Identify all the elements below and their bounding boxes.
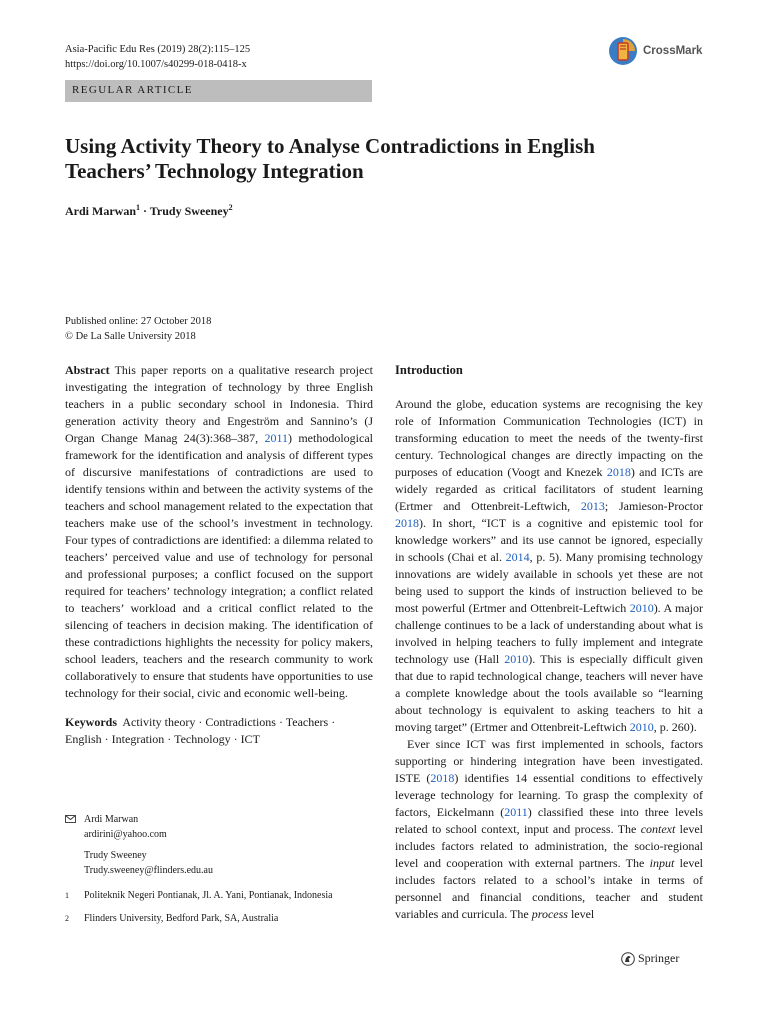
body-text: ). A major challenge continues to be a lack of understanding about what is involved in helping teachers to fully implement and integrate technology use (Hall bbox=[395, 601, 703, 666]
citation-link[interactable]: 2010 bbox=[504, 652, 529, 666]
author1-email[interactable]: ardirini@yahoo.com bbox=[84, 829, 167, 840]
intro-paragraph-2 bbox=[395, 736, 703, 923]
right-column bbox=[395, 362, 703, 923]
doi-link[interactable]: https://doi.org/10.1007/s40299-018-0418-x bbox=[65, 59, 247, 70]
keywords bbox=[65, 714, 373, 748]
author2-name: Trudy Sweeney bbox=[84, 850, 147, 861]
journal-line: Asia-Pacific Edu Res (2019) 28(2):115–125 bbox=[65, 44, 251, 55]
author-separator: · bbox=[140, 204, 150, 218]
affiliation-1: Politeknik Negeri Pontianak, Jl. A. Yani, Pontianak, Indonesia bbox=[84, 890, 333, 901]
published-date: Published online: 27 October 2018 bbox=[65, 316, 212, 327]
article-type-banner bbox=[65, 80, 372, 102]
author-affiliation-mark: 1 bbox=[136, 203, 140, 212]
crossmark-badge[interactable] bbox=[608, 34, 718, 68]
journal-citation bbox=[65, 42, 250, 72]
author-list bbox=[65, 203, 233, 219]
body-text: ; Jamieson-Proctor bbox=[604, 499, 703, 513]
body-text: ) and ICTs are widely regarded as critical facilitators of student learning (Ertmer and Ottenbreit-Leftwich, bbox=[395, 465, 703, 513]
body-text: ). This is especially difficult given that due to rapid technological change, teachers will never have a complete knowledge about the tools available so “learning about technology is equivalent to asking teachers to hit a moving target” (Ertmer and Ottenbreit-Leftwich bbox=[395, 652, 703, 734]
author-affiliation-mark: 2 bbox=[228, 203, 233, 212]
publication-info bbox=[65, 314, 211, 344]
publisher-logo bbox=[621, 951, 679, 966]
left-column bbox=[65, 362, 373, 748]
citation-link[interactable]: 2018 bbox=[606, 465, 631, 479]
body-text: ). In short, “ICT is a cognitive and epistemic tool for knowledge workers” and its use cannot be ignored, especially in schools (Chai et al. bbox=[395, 516, 703, 564]
author2-email[interactable]: Trudy.sweeney@flinders.edu.au bbox=[84, 865, 213, 876]
keywords-label: Keywords bbox=[65, 715, 117, 729]
body-text: level includes factors related to a school’s intake in terms of personnel and financial conditions, teacher and student variables and curricula. The bbox=[395, 856, 703, 921]
affiliation-2: Flinders University, Bedford Park, SA, Australia bbox=[84, 913, 279, 924]
author1-name: Ardi Marwan bbox=[84, 814, 139, 825]
citation-link[interactable]: 2011 bbox=[264, 431, 289, 445]
citation-link[interactable]: 2010 bbox=[629, 601, 654, 615]
springer-horse-icon bbox=[621, 952, 635, 966]
crossmark-label: CrossMark bbox=[643, 45, 703, 57]
citation-link[interactable]: 2010 bbox=[629, 720, 654, 734]
abstract-label: Abstract bbox=[65, 363, 110, 377]
abstract-text: This paper reports on a qualitative research project investigating the integration of technology by three English teachers in a public secondary school in Indonesia. Third generation activity theory and Engeström and Sannino’s (J Organ Change Manag 24(3):368–387, bbox=[65, 363, 373, 445]
keywords-text: Activity theory · Contradictions · Teachers · English · Integration · Technology · ICT bbox=[65, 715, 339, 746]
emphasis-text: process bbox=[531, 907, 568, 921]
abstract-text: ) methodological framework for the identification and analysis of different types of discursive manifestations of contradictions are used to identify tensions within and between the activity systems of the teachers and school management related to the expectation that teachers make use of the school’s investment in technology. Four types of contradictions are identified: a dilemma related to teachers’ perceived value and use of technology for personal and professional purposes; a conflict focused on the support required for teachers’ technology integration; a conflict related to teachers’ workload and a critical conflict related to the silencing of teachers in decision making. The identification of these contradictions highlights the necessity for policy makers, school leaders, teachers and the research community to work collaboratively to ensure that students have opportunities to use technology for their social, civic and economic well-being. bbox=[65, 431, 374, 700]
citation-link[interactable]: 2011 bbox=[504, 805, 528, 819]
publisher-name: Springer bbox=[638, 951, 680, 965]
abstract bbox=[65, 362, 373, 702]
article-type-label: REGULAR ARTICLE bbox=[72, 84, 193, 96]
affiliation-number: 1 bbox=[65, 891, 69, 900]
crossmark-icon bbox=[608, 36, 638, 66]
emphasis-text: input bbox=[649, 856, 675, 870]
body-text: level includes factors related to administration, the socio-regional level and cooperation with external partners. The bbox=[395, 822, 703, 870]
copyright-line: © De La Salle University 2018 bbox=[65, 331, 196, 342]
body-text: ) classified these into three levels related to school context, input and process. The bbox=[395, 805, 703, 836]
emphasis-text: context bbox=[640, 822, 676, 836]
correspondence-footnote bbox=[65, 812, 375, 932]
author-name[interactable]: Ardi Marwan bbox=[65, 204, 136, 218]
body-text: ) identifies 14 essential conditions to effectively leverage technology for learning. To grasp the complexity of factors, Eickelmann ( bbox=[395, 771, 704, 819]
envelope-icon bbox=[65, 812, 84, 842]
citation-link[interactable]: 2018 bbox=[395, 516, 419, 530]
author-name[interactable]: Trudy Sweeney bbox=[149, 204, 229, 218]
title-line-2: Teachers’ Technology Integration bbox=[65, 159, 364, 183]
citation-link[interactable]: 2018 bbox=[430, 771, 455, 785]
paper-title bbox=[65, 134, 685, 184]
section-heading-introduction: Introduction bbox=[395, 363, 463, 377]
body-text: , p. 5). Many promising technology innovations are widely available in schools yet these are not being used to support the kinds of instruction believed to be most powerful (Ertmer and Ottenbreit-Leftwich bbox=[395, 550, 703, 615]
body-text: Ever since ICT was first implemented in schools, factors supporting or hindering integration have been investigated. ISTE ( bbox=[395, 737, 703, 785]
intro-paragraph-1 bbox=[395, 396, 703, 736]
affiliation-number: 2 bbox=[65, 914, 69, 923]
body-text: level bbox=[567, 907, 595, 921]
body-text: , p. 260). bbox=[653, 720, 697, 734]
title-line-1: Using Activity Theory to Analyse Contradictions in English bbox=[65, 134, 595, 158]
citation-link[interactable]: 2013 bbox=[580, 499, 605, 513]
body-text: Around the globe, education systems are recognising the key role of Information Communication Technologies (ICT) in transforming education to meet the needs of the twenty-first century. Technological changes are directly impacting on the purposes of education (Voogt and Knezek bbox=[395, 397, 703, 479]
citation-link[interactable]: 2014 bbox=[505, 550, 530, 564]
